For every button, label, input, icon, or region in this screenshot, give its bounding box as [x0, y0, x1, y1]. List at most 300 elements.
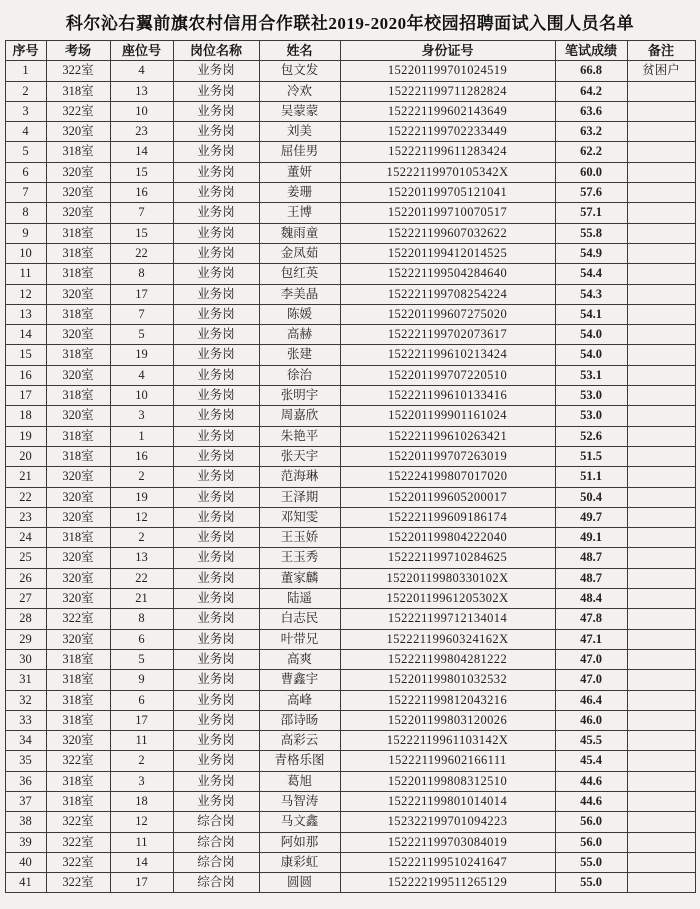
table-cell — [627, 426, 695, 446]
table-cell: 业务岗 — [173, 345, 259, 365]
table-cell: 10 — [110, 101, 173, 121]
table-cell: 152201199804222040 — [340, 528, 555, 548]
table-cell: 26 — [5, 568, 46, 588]
table-cell: 318室 — [46, 670, 110, 690]
table-cell: 152221199510241647 — [340, 852, 555, 872]
table-cell — [627, 507, 695, 527]
table-row — [5, 61, 695, 81]
table-cell: 16 — [110, 446, 173, 466]
table-cell: 9 — [5, 223, 46, 243]
table-cell: 15222119960324162X — [340, 629, 555, 649]
table-cell: 业务岗 — [173, 223, 259, 243]
table-cell: 32 — [5, 690, 46, 710]
table-cell — [627, 690, 695, 710]
table-cell: 19 — [5, 426, 46, 446]
table-cell: 47.0 — [555, 649, 627, 669]
column-header: 岗位名称 — [173, 41, 259, 61]
table-cell: 8 — [5, 203, 46, 223]
table-cell: 15 — [110, 223, 173, 243]
table-cell: 1 — [110, 426, 173, 446]
table-cell: 11 — [5, 264, 46, 284]
table-cell: 152221199708254224 — [340, 284, 555, 304]
table-cell — [627, 183, 695, 203]
table-cell: 22 — [5, 487, 46, 507]
table-cell: 152221199611283424 — [340, 142, 555, 162]
table-cell: 18 — [5, 406, 46, 426]
table-cell: 318室 — [46, 690, 110, 710]
table-cell: 圆圆 — [259, 873, 340, 893]
table-row — [5, 264, 695, 284]
table-cell — [627, 791, 695, 811]
table-cell: 55.0 — [555, 873, 627, 893]
table-cell: 318室 — [46, 771, 110, 791]
table-cell — [627, 406, 695, 426]
table-cell: 包红英 — [259, 264, 340, 284]
table-cell: 152221199602166111 — [340, 751, 555, 771]
table-row — [5, 203, 695, 223]
table-cell: 陆遥 — [259, 589, 340, 609]
table-cell: 包文发 — [259, 61, 340, 81]
table-cell — [627, 162, 695, 182]
table-cell: 20 — [5, 446, 46, 466]
table-cell: 11 — [110, 731, 173, 751]
table-cell: 业务岗 — [173, 507, 259, 527]
table-cell: 16 — [110, 183, 173, 203]
table-cell: 152221199610133416 — [340, 386, 555, 406]
table-cell: 姜珊 — [259, 183, 340, 203]
table-cell: 阿如那 — [259, 832, 340, 852]
table-cell: 320室 — [46, 731, 110, 751]
table-cell: 2 — [110, 751, 173, 771]
table-cell: 22 — [110, 243, 173, 263]
table-row — [5, 589, 695, 609]
table-cell: 业务岗 — [173, 386, 259, 406]
table-cell: 320室 — [46, 629, 110, 649]
table-cell — [627, 852, 695, 872]
table-cell: 152201199412014525 — [340, 243, 555, 263]
table-cell: 范海琳 — [259, 467, 340, 487]
table-cell: 322室 — [46, 61, 110, 81]
table-cell: 综合岗 — [173, 832, 259, 852]
table-cell: 38 — [5, 812, 46, 832]
table-cell: 2 — [5, 81, 46, 101]
table-cell: 业务岗 — [173, 589, 259, 609]
table-cell — [627, 365, 695, 385]
table-cell — [627, 731, 695, 751]
table-cell: 马文鑫 — [259, 812, 340, 832]
table-cell: 19 — [110, 487, 173, 507]
table-row — [5, 426, 695, 446]
table-cell: 152221199602143649 — [340, 101, 555, 121]
table-row — [5, 791, 695, 811]
table-row — [5, 162, 695, 182]
table-cell: 46.4 — [555, 690, 627, 710]
table-cell — [627, 649, 695, 669]
table-cell: 17 — [110, 873, 173, 893]
table-cell: 曹鑫宇 — [259, 670, 340, 690]
table-cell — [627, 710, 695, 730]
table-cell: 322室 — [46, 751, 110, 771]
table-cell: 41 — [5, 873, 46, 893]
table-cell: 66.8 — [555, 61, 627, 81]
table-cell — [627, 122, 695, 142]
table-cell — [627, 751, 695, 771]
table-cell: 邵诗旸 — [259, 710, 340, 730]
table-cell: 业务岗 — [173, 649, 259, 669]
table-cell — [627, 284, 695, 304]
table-cell: 320室 — [46, 406, 110, 426]
table-cell: 318室 — [46, 223, 110, 243]
table-cell: 12 — [5, 284, 46, 304]
document-title: 科尔沁右翼前旗农村信用合作联社2019-2020年校园招聘面试入围人员名单 — [65, 14, 635, 33]
table-cell: 320室 — [46, 284, 110, 304]
table-cell: 318室 — [46, 243, 110, 263]
table-cell: 李美晶 — [259, 284, 340, 304]
table-cell: 62.2 — [555, 142, 627, 162]
table-cell: 152221199607032622 — [340, 223, 555, 243]
table-cell: 320室 — [46, 467, 110, 487]
table-cell: 47.0 — [555, 670, 627, 690]
table-cell: 高峰 — [259, 690, 340, 710]
table-cell: 53.0 — [555, 386, 627, 406]
table-cell: 49.1 — [555, 528, 627, 548]
table-cell: 54.1 — [555, 304, 627, 324]
table-cell: 56.0 — [555, 832, 627, 852]
table-cell: 业务岗 — [173, 183, 259, 203]
table-cell: 320室 — [46, 507, 110, 527]
table-cell: 15 — [110, 162, 173, 182]
table-cell: 业务岗 — [173, 731, 259, 751]
table-cell: 54.0 — [555, 345, 627, 365]
table-cell: 18 — [110, 791, 173, 811]
table-row — [5, 243, 695, 263]
table-cell: 318室 — [46, 649, 110, 669]
table-cell: 48.7 — [555, 548, 627, 568]
table-cell: 50.4 — [555, 487, 627, 507]
table-cell: 16 — [5, 365, 46, 385]
table-row — [5, 568, 695, 588]
table-cell: 19 — [110, 345, 173, 365]
table-cell: 320室 — [46, 589, 110, 609]
table-cell: 48.7 — [555, 568, 627, 588]
table-row — [5, 670, 695, 690]
table-cell: 康彩虹 — [259, 852, 340, 872]
table-cell: 55.8 — [555, 223, 627, 243]
table-cell: 11 — [110, 832, 173, 852]
table-row — [5, 446, 695, 466]
table-cell: 152221199702233449 — [340, 122, 555, 142]
table-cell — [627, 304, 695, 324]
table-cell: 王泽期 — [259, 487, 340, 507]
table-cell: 21 — [110, 589, 173, 609]
table-cell: 27 — [5, 589, 46, 609]
table-cell: 业务岗 — [173, 751, 259, 771]
table-row — [5, 183, 695, 203]
table-cell: 152222199511265129 — [340, 873, 555, 893]
table-cell: 8 — [110, 609, 173, 629]
table-cell: 业务岗 — [173, 264, 259, 284]
table-cell: 王玉娇 — [259, 528, 340, 548]
table-cell: 17 — [110, 710, 173, 730]
table-cell: 152221199801014014 — [340, 791, 555, 811]
table-cell: 40 — [5, 852, 46, 872]
table-cell: 49.7 — [555, 507, 627, 527]
table-cell — [627, 487, 695, 507]
table-cell: 152221199610263421 — [340, 426, 555, 446]
table-cell — [627, 670, 695, 690]
table-row — [5, 406, 695, 426]
table-cell: 318室 — [46, 446, 110, 466]
table-cell: 53.1 — [555, 365, 627, 385]
table-row — [5, 771, 695, 791]
table-cell: 45.5 — [555, 731, 627, 751]
table-cell: 业务岗 — [173, 203, 259, 223]
table-cell: 320室 — [46, 203, 110, 223]
table-cell — [627, 345, 695, 365]
table-cell: 322室 — [46, 812, 110, 832]
table-cell: 47.8 — [555, 609, 627, 629]
table-cell: 54.9 — [555, 243, 627, 263]
table-cell — [627, 446, 695, 466]
table-cell: 业务岗 — [173, 122, 259, 142]
table-cell: 业务岗 — [173, 426, 259, 446]
table-cell: 34 — [5, 731, 46, 751]
table-cell: 54.0 — [555, 325, 627, 345]
table-cell: 152221199703084019 — [340, 832, 555, 852]
table-row — [5, 487, 695, 507]
table-cell: 152201199607275020 — [340, 304, 555, 324]
table-row — [5, 386, 695, 406]
table-header — [5, 41, 695, 61]
table-cell: 业务岗 — [173, 568, 259, 588]
table-cell: 董家麟 — [259, 568, 340, 588]
table-cell — [627, 629, 695, 649]
table-row — [5, 609, 695, 629]
table-cell: 高赫 — [259, 325, 340, 345]
table-cell: 6 — [110, 629, 173, 649]
table-row — [5, 345, 695, 365]
table-cell: 15222119961103142X — [340, 731, 555, 751]
table-cell: 业务岗 — [173, 528, 259, 548]
table-cell: 64.2 — [555, 81, 627, 101]
table-row — [5, 223, 695, 243]
table-row — [5, 528, 695, 548]
table-cell: 152221199812043216 — [340, 690, 555, 710]
table-cell: 152221199710284625 — [340, 548, 555, 568]
table-row — [5, 142, 695, 162]
table-cell: 马智涛 — [259, 791, 340, 811]
table-cell: 57.1 — [555, 203, 627, 223]
table-row — [5, 365, 695, 385]
column-header: 备注 — [627, 41, 695, 61]
table-cell: 金凤茹 — [259, 243, 340, 263]
table-cell: 152322199701094223 — [340, 812, 555, 832]
table-cell: 张建 — [259, 345, 340, 365]
table-cell: 320室 — [46, 487, 110, 507]
table-cell: 13 — [110, 81, 173, 101]
table-cell: 屈佳男 — [259, 142, 340, 162]
table-cell: 朱艳平 — [259, 426, 340, 446]
table-cell: 业务岗 — [173, 670, 259, 690]
table-cell — [627, 203, 695, 223]
table-cell: 业务岗 — [173, 365, 259, 385]
table-cell — [627, 101, 695, 121]
table-cell — [627, 264, 695, 284]
table-row — [5, 812, 695, 832]
table-row — [5, 751, 695, 771]
table-cell: 56.0 — [555, 812, 627, 832]
table-cell: 152201199801032532 — [340, 670, 555, 690]
table-cell: 51.5 — [555, 446, 627, 466]
column-header: 笔试成绩 — [555, 41, 627, 61]
table-cell: 5 — [110, 649, 173, 669]
table-cell: 13 — [110, 548, 173, 568]
table-cell: 贫困户 — [627, 61, 695, 81]
table-cell: 业务岗 — [173, 487, 259, 507]
table-row — [5, 284, 695, 304]
table-cell: 业务岗 — [173, 162, 259, 182]
table-cell: 152201199701024519 — [340, 61, 555, 81]
table-cell: 39 — [5, 832, 46, 852]
table-cell: 12 — [110, 812, 173, 832]
table-cell: 张明宇 — [259, 386, 340, 406]
table-cell: 4 — [110, 61, 173, 81]
table-cell: 320室 — [46, 162, 110, 182]
table-cell: 业务岗 — [173, 771, 259, 791]
table-cell: 业务岗 — [173, 629, 259, 649]
table-cell: 152201199803120026 — [340, 710, 555, 730]
table-cell: 152224199807017020 — [340, 467, 555, 487]
table-cell: 322室 — [46, 873, 110, 893]
table-cell — [627, 812, 695, 832]
table-cell: 320室 — [46, 325, 110, 345]
table-cell: 综合岗 — [173, 812, 259, 832]
table-row — [5, 122, 695, 142]
table-cell: 周嘉欣 — [259, 406, 340, 426]
table-cell: 318室 — [46, 386, 110, 406]
table-cell: 320室 — [46, 568, 110, 588]
table-cell: 37 — [5, 791, 46, 811]
table-cell: 318室 — [46, 264, 110, 284]
table-row — [5, 81, 695, 101]
table-cell: 业务岗 — [173, 710, 259, 730]
table-cell: 业务岗 — [173, 61, 259, 81]
table-cell: 23 — [110, 122, 173, 142]
table-cell: 王博 — [259, 203, 340, 223]
table-cell: 318室 — [46, 81, 110, 101]
table-cell: 47.1 — [555, 629, 627, 649]
table-cell: 业务岗 — [173, 446, 259, 466]
table-cell: 152201199808312510 — [340, 771, 555, 791]
table-cell: 2 — [110, 467, 173, 487]
table-cell: 24 — [5, 528, 46, 548]
table-cell: 张天宇 — [259, 446, 340, 466]
table-cell: 152221199610213424 — [340, 345, 555, 365]
table-cell: 54.3 — [555, 284, 627, 304]
table-row — [5, 101, 695, 121]
table-cell: 152201199705121041 — [340, 183, 555, 203]
table-row — [5, 649, 695, 669]
column-header: 考场 — [46, 41, 110, 61]
table-cell — [627, 832, 695, 852]
table-cell: 业务岗 — [173, 791, 259, 811]
table-cell: 5 — [110, 325, 173, 345]
column-header: 身份证号 — [340, 41, 555, 61]
table-cell — [627, 548, 695, 568]
table-cell — [627, 873, 695, 893]
table-cell: 318室 — [46, 304, 110, 324]
table-row — [5, 304, 695, 324]
table-cell: 14 — [5, 325, 46, 345]
table-cell: 6 — [110, 690, 173, 710]
table-cell: 322室 — [46, 101, 110, 121]
table-row — [5, 873, 695, 893]
table-cell: 152221199504284640 — [340, 264, 555, 284]
table-cell: 31 — [5, 670, 46, 690]
table-cell: 1 — [5, 61, 46, 81]
table-cell: 董妍 — [259, 162, 340, 182]
table-cell: 综合岗 — [173, 873, 259, 893]
table-cell — [627, 81, 695, 101]
table-cell: 152201199707220510 — [340, 365, 555, 385]
table-cell: 152201199901161024 — [340, 406, 555, 426]
table-cell: 35 — [5, 751, 46, 771]
table-cell: 318室 — [46, 710, 110, 730]
roster-table — [5, 40, 696, 893]
table-cell: 57.6 — [555, 183, 627, 203]
table-cell: 3 — [5, 101, 46, 121]
table-cell: 业务岗 — [173, 467, 259, 487]
table-row — [5, 548, 695, 568]
table-cell: 高彩云 — [259, 731, 340, 751]
table-cell: 14 — [110, 142, 173, 162]
table-cell: 320室 — [46, 122, 110, 142]
table-cell: 刘美 — [259, 122, 340, 142]
table-cell: 15220119961205302X — [340, 589, 555, 609]
table-row — [5, 467, 695, 487]
table-cell — [627, 142, 695, 162]
table-cell: 63.2 — [555, 122, 627, 142]
table-row — [5, 710, 695, 730]
table-cell: 25 — [5, 548, 46, 568]
column-header: 座位号 — [110, 41, 173, 61]
table-cell: 21 — [5, 467, 46, 487]
table-cell: 28 — [5, 609, 46, 629]
table-cell: 业务岗 — [173, 243, 259, 263]
table-cell: 44.6 — [555, 791, 627, 811]
table-cell: 徐治 — [259, 365, 340, 385]
table-cell: 10 — [110, 386, 173, 406]
table-cell: 15 — [5, 345, 46, 365]
table-cell — [627, 568, 695, 588]
table-cell: 152201199605200017 — [340, 487, 555, 507]
table-cell: 吴蒙蒙 — [259, 101, 340, 121]
table-cell: 320室 — [46, 548, 110, 568]
table-cell: 23 — [5, 507, 46, 527]
table-cell: 12 — [110, 507, 173, 527]
table-cell: 322室 — [46, 609, 110, 629]
table-cell: 8 — [110, 264, 173, 284]
table-row — [5, 325, 695, 345]
table-cell: 13 — [5, 304, 46, 324]
table-cell: 48.4 — [555, 589, 627, 609]
table-cell: 152201199707263019 — [340, 446, 555, 466]
table-cell: 44.6 — [555, 771, 627, 791]
column-header: 序号 — [5, 41, 46, 61]
header-row — [5, 41, 695, 61]
table-cell: 152201199710070517 — [340, 203, 555, 223]
table-row — [5, 629, 695, 649]
